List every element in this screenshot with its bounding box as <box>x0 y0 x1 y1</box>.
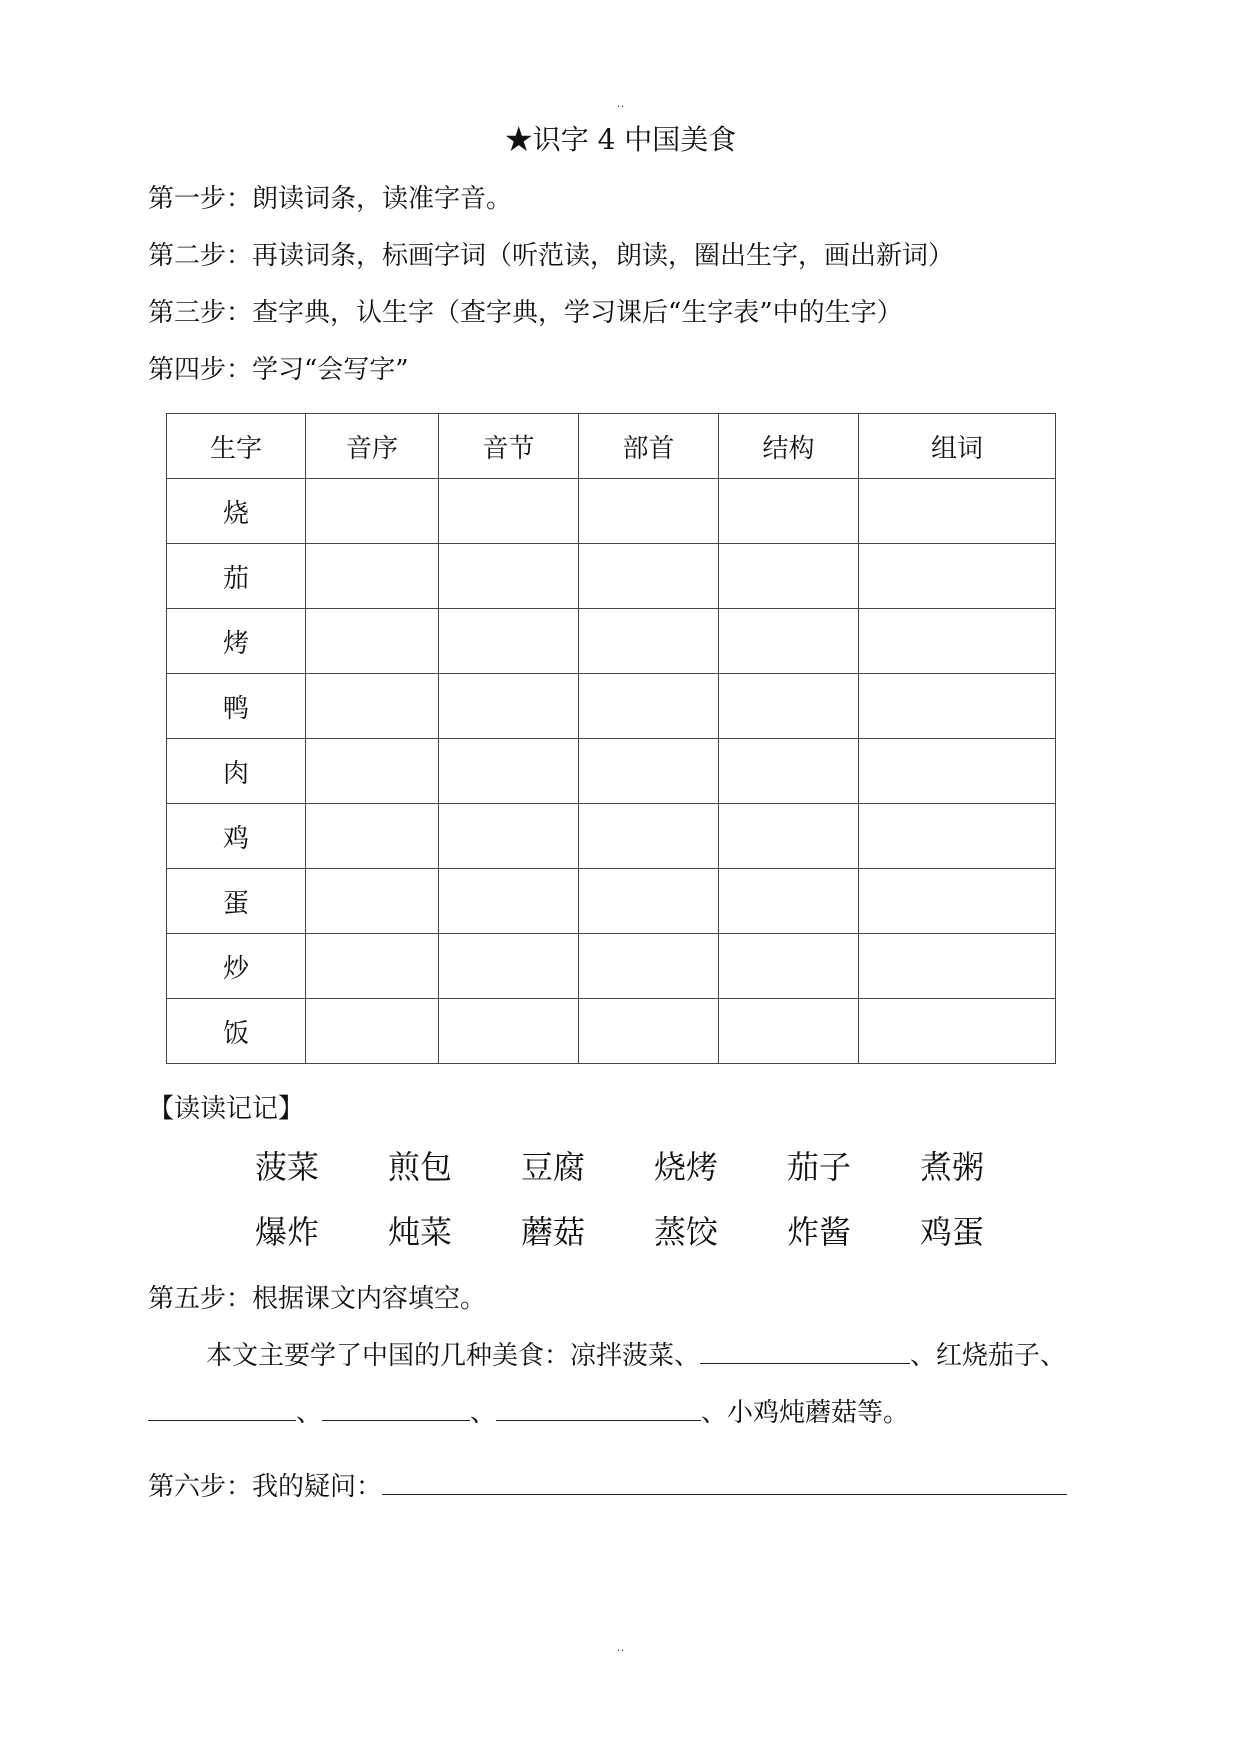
answer-cell[interactable] <box>719 609 859 674</box>
answer-cell[interactable] <box>579 934 719 999</box>
answer-cell[interactable] <box>719 674 859 739</box>
answer-cell[interactable] <box>859 739 1056 804</box>
step-6-label: 第六步：我的疑问： <box>148 1472 383 1502</box>
step-2: 第二步：再读词条，标画字词（听范读，朗读，圈出生字，画出新词） <box>148 241 955 271</box>
fill-separator: 、 <box>470 1398 497 1428</box>
answer-cell[interactable] <box>306 609 439 674</box>
fill-blank[interactable] <box>322 1398 470 1421</box>
footer-mark: .. <box>616 1640 625 1654</box>
answer-cell[interactable] <box>579 999 719 1064</box>
step-5: 第五步：根据课文内容填空。 <box>148 1284 487 1314</box>
table-row <box>167 934 1056 999</box>
char-cell: 炒 <box>167 934 306 999</box>
answer-cell[interactable] <box>719 999 859 1064</box>
char-cell: 饭 <box>167 999 306 1064</box>
step-3: 第三步：查字典，认生字（查字典，学习课后“生字表”中的生字） <box>148 298 903 328</box>
table-row <box>167 869 1056 934</box>
char-cell: 肉 <box>167 739 306 804</box>
answer-cell[interactable] <box>439 609 579 674</box>
table-header-row <box>167 414 1056 479</box>
answer-cell[interactable] <box>579 674 719 739</box>
answer-cell[interactable] <box>439 739 579 804</box>
answer-cell[interactable] <box>719 544 859 609</box>
question-answer-line[interactable] <box>382 1470 1067 1495</box>
answer-cell[interactable] <box>859 674 1056 739</box>
character-table <box>166 413 1056 1064</box>
table-row <box>167 999 1056 1064</box>
answer-cell[interactable] <box>306 934 439 999</box>
fill-blank[interactable] <box>700 1341 910 1364</box>
answer-cell[interactable] <box>719 869 859 934</box>
step-4: 第四步：学习“会写字” <box>148 355 409 385</box>
answer-cell[interactable] <box>439 544 579 609</box>
answer-cell[interactable] <box>306 869 439 934</box>
answer-cell[interactable] <box>859 999 1056 1064</box>
answer-cell[interactable] <box>719 934 859 999</box>
answer-cell[interactable] <box>439 804 579 869</box>
char-cell: 烤 <box>167 609 306 674</box>
char-cell: 鸭 <box>167 674 306 739</box>
answer-cell[interactable] <box>579 869 719 934</box>
answer-cell[interactable] <box>859 934 1056 999</box>
table-row <box>167 674 1056 739</box>
fill-end-text: 、小鸡炖蘑菇等。 <box>701 1398 910 1428</box>
fill-text: 、红烧茄子、 <box>910 1341 1067 1371</box>
answer-cell[interactable] <box>719 479 859 544</box>
answer-cell[interactable] <box>579 804 719 869</box>
header-cell: 音节 <box>439 414 579 479</box>
header-mark: .. <box>616 96 625 110</box>
answer-cell[interactable] <box>306 674 439 739</box>
table-row <box>167 609 1056 674</box>
answer-cell[interactable] <box>579 479 719 544</box>
answer-cell[interactable] <box>859 609 1056 674</box>
word-item: 爆炸 <box>255 1213 320 1251</box>
word-item: 炸酱 <box>787 1213 852 1251</box>
word-item: 菠菜 <box>255 1148 320 1186</box>
header-cell: 部首 <box>579 414 719 479</box>
answer-cell[interactable] <box>439 479 579 544</box>
step-6 <box>148 1466 1067 1503</box>
word-row-1 <box>255 1142 1053 1188</box>
char-cell: 鸡 <box>167 804 306 869</box>
word-item: 煎包 <box>388 1148 453 1186</box>
step-1: 第一步：朗读词条，读准字音。 <box>148 184 513 214</box>
word-item: 豆腐 <box>521 1148 586 1186</box>
word-item: 蘑菇 <box>521 1213 586 1251</box>
answer-cell[interactable] <box>306 999 439 1064</box>
answer-cell[interactable] <box>439 674 579 739</box>
answer-cell[interactable] <box>579 739 719 804</box>
header-cell: 组词 <box>859 414 1056 479</box>
fill-line-2 <box>148 1392 909 1429</box>
memory-section-title: 【读读记记】 <box>148 1094 305 1124</box>
table-row <box>167 739 1056 804</box>
fill-blank[interactable] <box>148 1398 296 1421</box>
page-title: ★识字 4 中国美食 <box>504 123 737 156</box>
answer-cell[interactable] <box>439 999 579 1064</box>
answer-cell[interactable] <box>306 739 439 804</box>
word-item: 炖菜 <box>388 1213 453 1251</box>
fill-blank[interactable] <box>496 1398 701 1421</box>
char-cell: 茄 <box>167 544 306 609</box>
answer-cell[interactable] <box>859 804 1056 869</box>
word-item: 茄子 <box>787 1148 852 1186</box>
word-row-2 <box>255 1207 1053 1253</box>
header-cell: 生字 <box>167 414 306 479</box>
table-row <box>167 479 1056 544</box>
fill-intro-text: 本文主要学了中国的几种美食：凉拌菠菜、 <box>206 1341 701 1371</box>
char-cell: 蛋 <box>167 869 306 934</box>
answer-cell[interactable] <box>579 544 719 609</box>
answer-cell[interactable] <box>859 479 1056 544</box>
answer-cell[interactable] <box>439 934 579 999</box>
answer-cell[interactable] <box>859 544 1056 609</box>
header-cell: 音序 <box>306 414 439 479</box>
answer-cell[interactable] <box>579 609 719 674</box>
header-cell: 结构 <box>719 414 859 479</box>
word-item: 煮粥 <box>920 1148 985 1186</box>
answer-cell[interactable] <box>859 869 1056 934</box>
word-item: 烧烤 <box>654 1148 719 1186</box>
char-cell: 烧 <box>167 479 306 544</box>
table-row <box>167 544 1056 609</box>
word-item: 鸡蛋 <box>920 1213 985 1251</box>
answer-cell[interactable] <box>306 804 439 869</box>
answer-cell[interactable] <box>439 869 579 934</box>
fill-line-1 <box>206 1335 1066 1372</box>
answer-cell[interactable] <box>306 544 439 609</box>
fill-separator: 、 <box>296 1398 323 1428</box>
answer-cell[interactable] <box>719 804 859 869</box>
table-row <box>167 804 1056 869</box>
word-item: 蒸饺 <box>654 1213 719 1251</box>
answer-cell[interactable] <box>306 479 439 544</box>
answer-cell[interactable] <box>719 739 859 804</box>
